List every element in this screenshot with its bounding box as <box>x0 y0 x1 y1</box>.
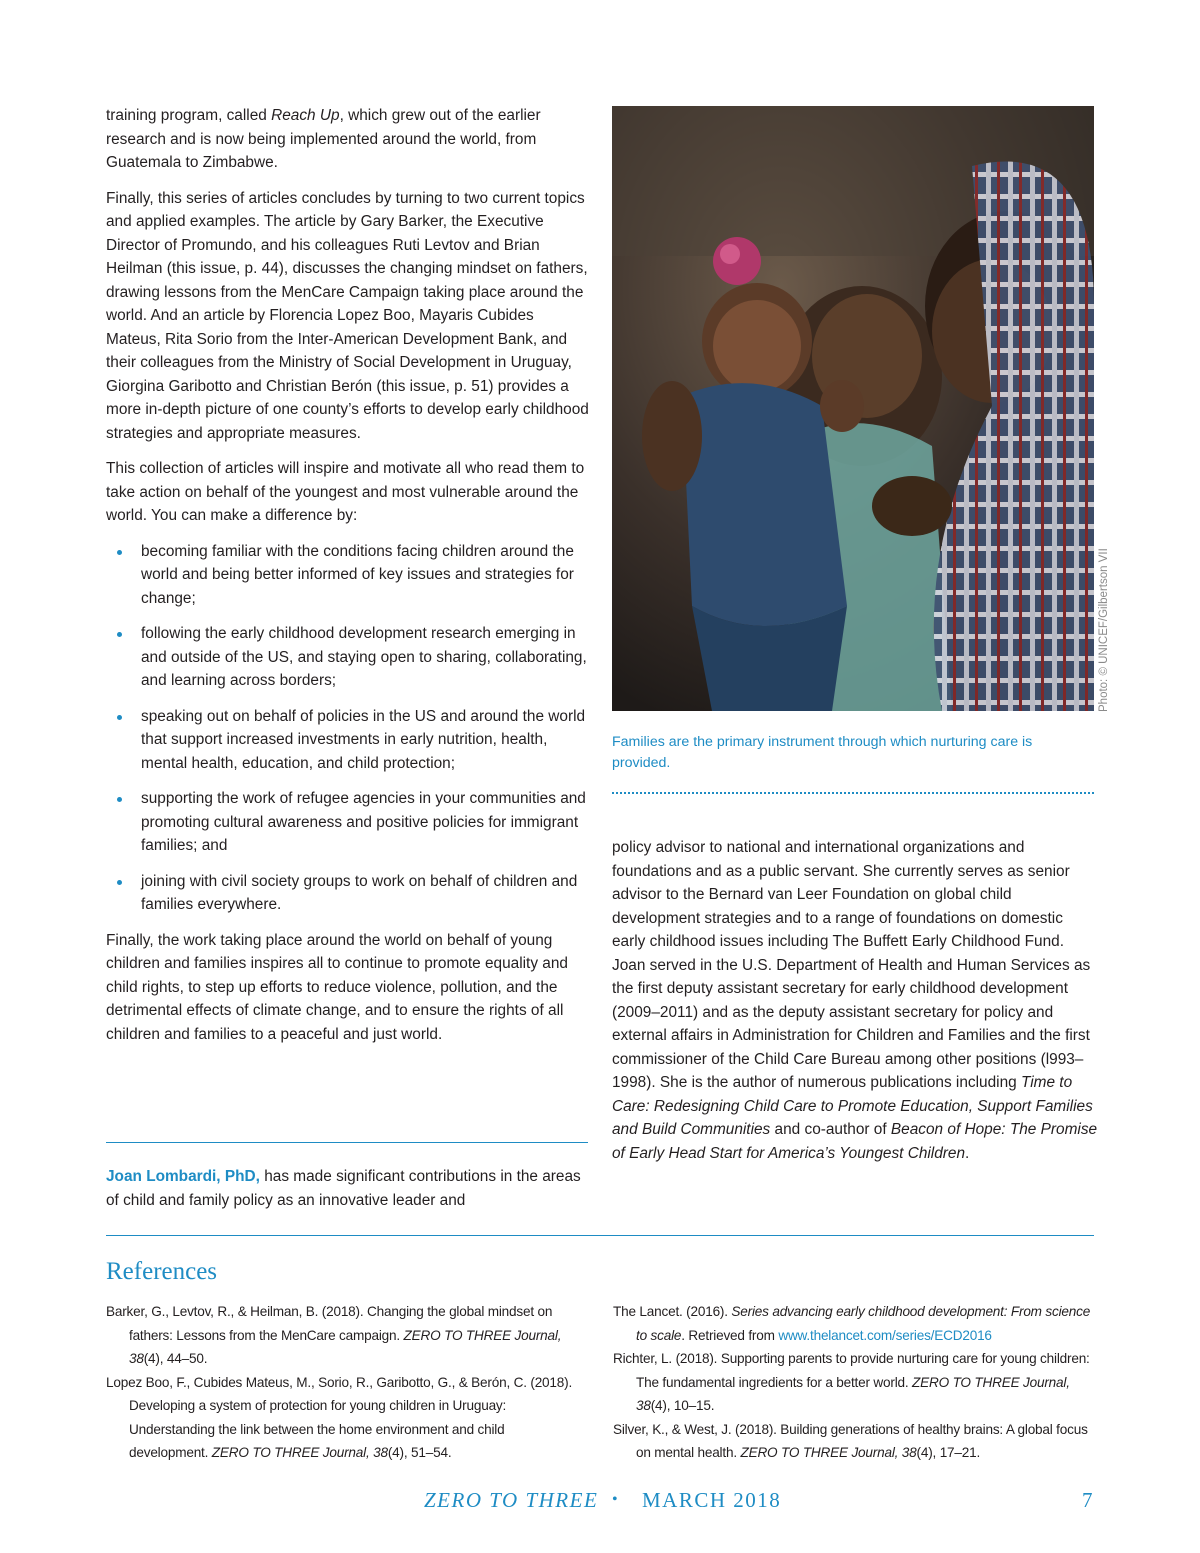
action-list <box>106 540 592 917</box>
reference-item: Richter, L. (2018). Supporting parents to provide nurturing care for young children: The fundamental ingredients for a better world. ZERO TO THREE Journal, 38(4), 10–15. <box>613 1351 1090 1413</box>
book-title-beacon-of-hope: Beacon of Hope: The Promise of Early Head Start for America’s Youngest Children <box>612 1121 1098 1162</box>
left-column <box>106 104 592 1058</box>
photo-credit: Photo: © UNICEF/Gilbertson VII <box>1098 548 1110 712</box>
list-item: following the early childhood development research emerging in and outside of the US, and staying open to sharing, collaborating, and learning across borders; <box>106 622 592 693</box>
paragraph-series-conclusion: Finally, this series of articles concludes by turning to two current topics and applied examples. The article by Gary Barker, the Executive Director of Promundo, and his colleagues Ruti Levtov and Brian Heilman (this issue, p. 44), discusses the changing mindset on fathers, drawing lessons from the MenCare Campaign taking place around the world. And an article by Florencia Lopez Boo, Mayaris Cubides Mateus, Rita Sorio from the Inter-American Development Bank, and their colleagues from the Ministry of Social Development in Uruguay, Giorgina Garibotto and Christian Berón (this issue, p. 51) provides a more in-depth picture of one county’s efforts to develop early childhood strategies and appropriate measures. <box>106 189 589 442</box>
right-column <box>612 836 1098 1165</box>
author-divider <box>106 1142 588 1143</box>
list-item: supporting the work of refugee agencies in your communities and promoting cultural awareness and positive policies for immigrant families; and <box>106 787 592 858</box>
reference-item: The Lancet. (2016). Series advancing early childhood development: From science to scale. Retrieved from www.thelancet.com/series/ECD2016 <box>613 1304 1091 1343</box>
footer-date: MARCH 2018 <box>642 1488 782 1512</box>
paragraph-reach-up: training program, called Reach Up, which grew out of the earlier research and is now being implemented around the world, from Guatemala to Zimbabwe. <box>106 107 541 171</box>
book-title-time-to-care: Time to Care: Redesigning Child Care to Promote Education, Support Families and Build Communities <box>612 1074 1093 1138</box>
bullet-icon <box>117 880 122 885</box>
list-item: becoming familiar with the conditions facing children around the world and being better informed of key issues and strategies for change; <box>106 540 592 611</box>
bullet-icon <box>117 797 122 802</box>
lancet-link[interactable]: www.thelancet.com/series/ECD2016 <box>778 1327 992 1343</box>
family-photo <box>612 106 1094 711</box>
author-bio-start: Joan Lombardi, PhD, has made significant contributions in the areas of child and family policy as an innovative leader and <box>106 1168 581 1209</box>
reference-item: Lopez Boo, F., Cubides Mateus, M., Sorio, R., Garibotto, G., & Berón, C. (2018). Developing a system of protection for young children in Uruguay: Understanding the link between the home environment and child development. ZERO TO THREE Journal, 38(4), 51–54. <box>106 1374 573 1460</box>
footer-journal: ZERO TO THREE <box>424 1488 599 1512</box>
references-right <box>613 1300 1098 1465</box>
author-bio-continued: policy advisor to national and international organizations and foundations and as a public servant. She currently serves as senior advisor to the Bernard van Leer Foundation on global child development strategies and to a range of foundations on domestic early childhood issues including The Buffett Early Childhood Fund. Joan served in the U.S. Department of Health and Human Services as the first deputy assistant secretary for early childhood development (2009–2011) and as the deputy assistant secretary for policy and external affairs in Administration for Children and Families and the first commissioner of the Child Care Bureau among other positions (l993–1998). She is the author of numerous publications including Time to Care: Redesigning Child Care to Promote Education, Support Families and Build Communities and co-author of Beacon of Hope: The Promise of Early Head Start for America’s Youngest Children. <box>612 839 1098 1162</box>
paragraph-closing: Finally, the work taking place around the world on behalf of young children and families inspires all to continue to promote equality and child rights, to step up efforts to reduce violence, pollution, and the detrimental effects of climate change, and to ensure the rights of all children and families to a peaceful and just world. <box>106 931 568 1043</box>
bullet-icon <box>117 632 122 637</box>
paragraph-call-to-action: This collection of articles will inspire and motivate all who read them to take action on behalf of the youngest and most vulnerable around the world. You can make a difference by: <box>106 460 585 524</box>
author-name: Joan Lombardi, PhD, <box>106 1168 260 1185</box>
references-heading: References <box>106 1258 218 1285</box>
reference-item: Barker, G., Levtov, R., & Heilman, B. (2018). Changing the global mindset on fathers: Lessons from the MenCare campaign. ZERO TO THREE Journal, 38(4), 44–50. <box>106 1304 562 1366</box>
list-item: joining with civil society groups to work on behalf of children and families everywhere. <box>106 870 592 917</box>
footer-separator: • <box>612 1491 618 1508</box>
reference-item: Silver, K., & West, J. (2018). Building generations of healthy brains: A global focus on mental health. ZERO TO THREE Journal, 38(4), 17–21. <box>613 1421 1088 1460</box>
list-item: speaking out on behalf of policies in the US and around the world that support increased investments in early nutrition, health, mental health, education, and child protection; <box>106 705 592 776</box>
references-left <box>106 1300 576 1465</box>
family-photo-illustration <box>612 106 1094 711</box>
caption-divider <box>612 792 1094 794</box>
page-number: 7 <box>1082 1488 1093 1512</box>
references-divider <box>106 1235 1094 1236</box>
page-footer <box>0 1488 1200 1518</box>
bullet-icon <box>117 550 122 555</box>
photo-caption: Families are the primary instrument through which nurturing care is provided. <box>612 734 1033 771</box>
bullet-icon <box>117 715 122 720</box>
